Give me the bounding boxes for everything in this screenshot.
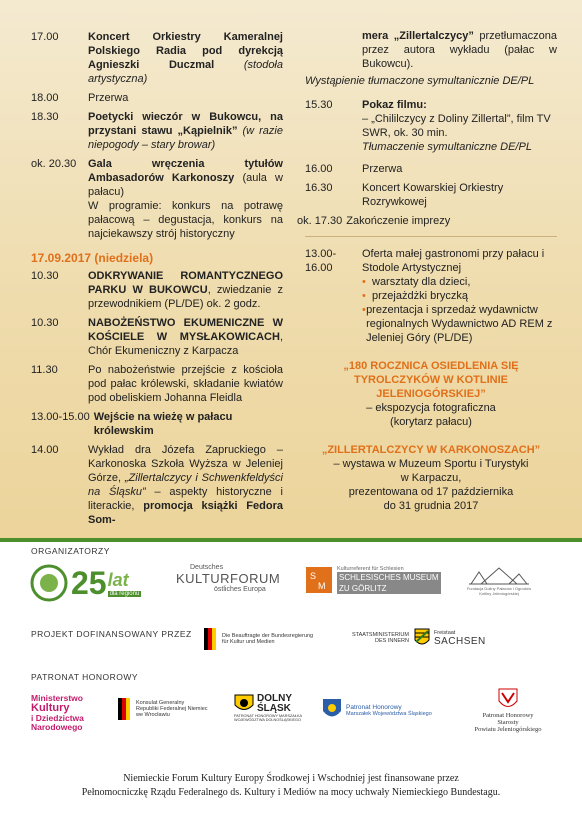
event-time: 18.30 xyxy=(31,111,59,123)
event-time: 15.30 xyxy=(305,99,333,111)
event-desc: Wejście na wieżę w pałacu królewskim xyxy=(93,411,233,437)
exhibition-tyrol: „180 ROCZNICA OSIEDLENIA SIĘ TYROLCZYKÓW W KOTLINIE JELENIOGÓRSKIEJ” – ekspozycja fotograficzna (korytarz pałacu) xyxy=(343,360,519,428)
logo-kulturforum: Deutsches KULTURFORUM östliches Europa xyxy=(176,564,281,593)
event-desc: Pokaz filmu: – „Chililczycy z Doliny Zillertal”, film TV SWR, ok. 30 min. Tłumaczenie symultaniczne DE/PL xyxy=(362,99,551,153)
logo-starosta: Patronat Honorowy Starosty Powiatu Jeleniogórskiego xyxy=(458,688,558,733)
event-row xyxy=(305,247,557,345)
date-heading: 17.09.2017 (niedziela) xyxy=(31,251,154,265)
eagle-shield-icon xyxy=(234,694,254,714)
list-item: • przejażdżki bryczką xyxy=(362,290,468,302)
event-row xyxy=(31,363,283,405)
county-coat-icon xyxy=(498,688,518,712)
svg-text:M: M xyxy=(318,581,326,591)
left-column xyxy=(31,30,283,532)
event-row xyxy=(31,443,283,527)
event-desc: Koncert Kowarskiej Orkiestry Rozrywkowej xyxy=(362,182,504,208)
svg-text:S: S xyxy=(310,571,317,581)
event-time: 16.30 xyxy=(305,182,333,194)
event-time: 14.00 xyxy=(31,444,59,456)
event-row xyxy=(31,410,283,438)
event-time: 13.00-16.00 xyxy=(305,248,337,274)
event-row xyxy=(31,110,283,152)
event-row xyxy=(31,91,283,105)
event-row xyxy=(31,316,283,358)
exhibition-zillertal: „ZILLERTALCZYCY W KARKONOSZACH” – wystawa w Muzeum Sportu i Turystyki w Karpaczu, prezentowana od 17 października do 31 grudnia 2017 xyxy=(321,444,541,512)
badge-icon xyxy=(30,564,68,602)
event-desc: Wykład dra Józefa Zapruckiego – Karkonoska Szkoła Wyższa w Jeleniej Górze, „Zillertalczycy i Schwenkfeldyści na Śląsku” – aspekty historyczne i literackie, promocja książki Fedora Som- xyxy=(88,444,283,526)
event-desc: Po nabożeństwie przejście z kościoła pod pałac królewski, składanie kwiatów pod obeliskiem Johanna Fleidla xyxy=(88,364,283,404)
eagle-blue-shield-icon xyxy=(322,698,342,722)
logo-consulate: Konsulat Generalny Republiki Federalnej Niemiec we Wrocławiu xyxy=(118,698,208,720)
event-time: 10.30 xyxy=(31,270,59,282)
cofinanced-label: PROJEKT DOFINANSOWANY PRZEZ xyxy=(31,629,192,639)
event-time: ok. 20.30 xyxy=(31,158,77,170)
event-time: 16.00 xyxy=(305,163,333,175)
event-desc: Przerwa xyxy=(362,163,403,175)
palace-icon xyxy=(469,564,529,586)
event-desc: Gala wręczenia tytułów Ambasadorów Karkonoszy (aula w pałacu) W programie: konkurs na potrawę pałacową – degustacja, konkurs na najciekawszy strój historyczny xyxy=(88,158,284,240)
event-row xyxy=(305,181,557,209)
event-desc: NABOŻEŃSTWO EKUMENICZNE W KOŚCIELE W MYSŁAKOWICACH, Chór Ekumeniczny z Karpacza xyxy=(88,317,283,357)
event-time: 10.30 xyxy=(31,317,59,329)
event-desc: Przerwa xyxy=(88,92,129,104)
logo-schlesisches-museum: S M Kulturreferent für Schlesien SCHLESISCHES MUSEUM ZU GÖRLITZ xyxy=(306,566,441,594)
list-item: • warsztaty dla dzieci, xyxy=(362,276,471,288)
event-time: 18.00 xyxy=(31,92,59,104)
event-row xyxy=(31,30,283,86)
museum-icon xyxy=(306,567,332,593)
logo-ministry: Ministerstwo Kultury i Dziedzictwa Narodowego xyxy=(31,693,84,732)
saxony-coat-icon xyxy=(414,628,430,648)
logo-bkm: Die Beauftragte der Bundesregierung für Kultur und Medien xyxy=(204,628,313,650)
event-row xyxy=(305,162,557,176)
translation-note: Wystąpienie tłumaczone symultanicznie DE/PL xyxy=(305,75,535,87)
logo-25-lat: 25 lat dla regionu xyxy=(30,564,141,602)
event-time: ok. 17.30 xyxy=(297,215,343,227)
event-row xyxy=(31,269,283,311)
event-desc: ODKRYWANIE ROMANTYCZNEGO PARKU W BUKOWCU, zwiedzanie z przewodnikiem (PL/DE) ok. 2 godz. xyxy=(88,270,284,310)
logo-marshal: Patronat Honorowy Marszałek Województwa Śląskiego xyxy=(322,698,432,722)
event-row xyxy=(31,157,283,241)
event-desc: Zakończenie imprezy xyxy=(346,215,451,227)
eagle-icon xyxy=(204,628,218,650)
logo-dolny-slask: DOLNY ŚLĄSK PATRONAT HONOROWY MARSZAŁKA WOJEWÓDZTWA DOLNOŚLĄSKIEGO xyxy=(234,693,303,722)
event-desc: Oferta małej gastronomi przy pałacu i Stodole Artystycznej • warsztaty dla dzieci, • przejażdżki bryczką • prezentacja i sprzedaż wydawnictw regionalnych Wydawnictwo AD REM z Jeleniej Góry (PL/DE) xyxy=(362,247,557,345)
logo-foundation: Fundacja Doliny Pałaców i Ogrodów Kotliny Jeleniogórskiej xyxy=(466,564,532,596)
event-desc: Poetycki wieczór w Bukowcu, na przystani stawu „Kąpielnik” (w razie niepogody – stary browar) xyxy=(88,111,283,151)
event-time: 17.00 xyxy=(31,31,59,43)
event-time: 11.30 xyxy=(31,364,58,376)
lecture-continuation: mera „Zillertalczycy” przetłumaczona przez autora wykładu (pałac w Bukowcu). xyxy=(362,30,557,70)
logo-saxony: STAATSMINISTERIUM DES INNERN Freistaat SACHSEN xyxy=(352,629,486,647)
organizers-label: ORGANIZATORZY xyxy=(31,546,110,556)
event-row xyxy=(297,214,557,228)
footer-line: Niemieckie Forum Kultury Europy Środkowej i Wschodniej jest finansowane przez xyxy=(123,773,459,784)
list-item: • prezentacja i sprzedaż wydawnictw regionalnych Wydawnictwo AD REM z Jeleniej Góry (PL/DE) xyxy=(362,304,553,344)
honorary-label: PATRONAT HONOROWY xyxy=(31,672,139,682)
event-row xyxy=(305,98,557,154)
event-time: 13.00-15.00 xyxy=(31,411,90,423)
event-desc: Koncert Orkiestry Kameralnej Polskiego Radia pod dyrekcją Agnieszki Duczmal (stodoła artystyczna) xyxy=(88,31,283,85)
right-column xyxy=(297,30,557,513)
footer-line: Pełnomocniczkę Rządu Federalnego ds. Kultury i Mediów na mocy uchwały Niemieckiego Bundestagu. xyxy=(81,787,501,798)
footer-note xyxy=(0,772,582,800)
divider xyxy=(305,236,557,237)
german-flag-icon xyxy=(118,698,132,720)
